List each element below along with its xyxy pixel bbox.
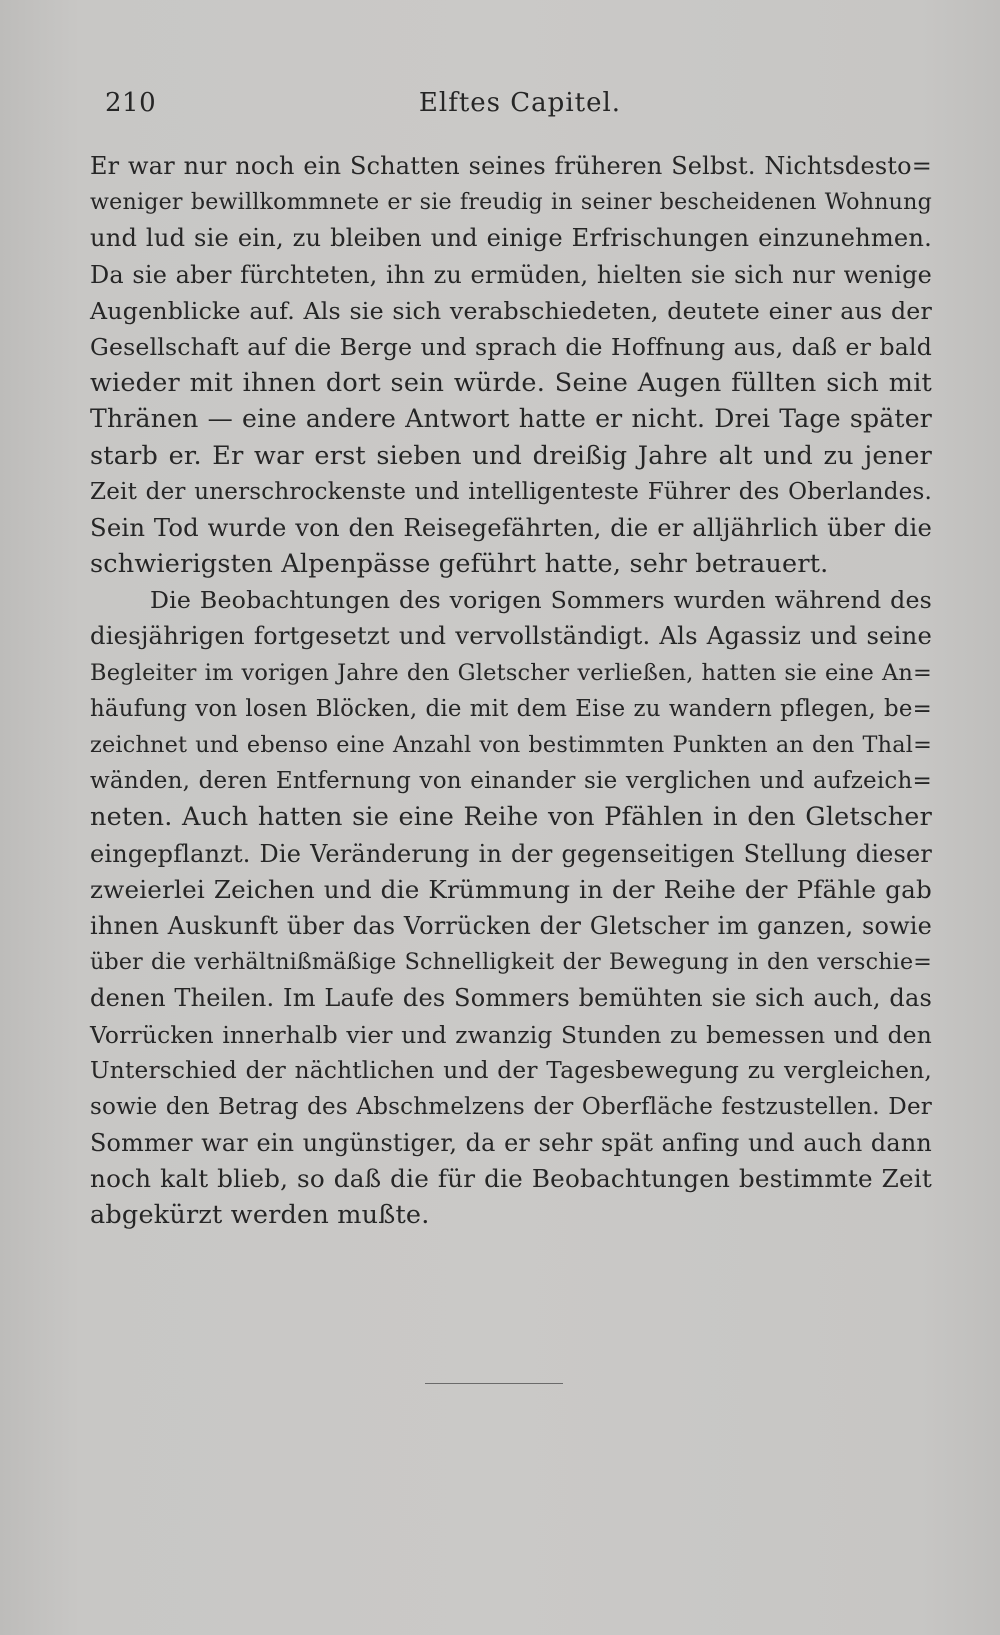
section-divider xyxy=(425,1383,563,1384)
body-text xyxy=(90,148,932,1234)
text-line: denen Theilen. Im Laufe des Sommers bemühten sie sich auch, das xyxy=(90,984,932,1013)
text-line: zeichnet und ebenso eine Anzahl von bestimmten Punkten an den Thal= xyxy=(90,732,932,758)
text-line: Vorrücken innerhalb vier und zwanzig Stunden zu bemessen und den xyxy=(90,1020,932,1049)
text-line: Augenblicke auf. Als sie sich verabschiedeten, deutete einer aus der xyxy=(90,296,932,325)
page-number: 210 xyxy=(105,88,157,118)
text-line: Thränen — eine andere Antwort hatte er nicht. Drei Tage später xyxy=(90,404,932,434)
paragraph-end-line: abgekürzt werden mußte. xyxy=(90,1200,430,1231)
page-header xyxy=(105,88,935,128)
text-line: neten. Auch hatten sie eine Reihe von Pfählen in den Gletscher xyxy=(90,802,932,833)
paragraph-start-line: Die Beobachtungen des vorigen Sommers wurden während des xyxy=(150,586,932,615)
text-line: und lud sie ein, zu bleiben und einige Erfrischungen einzunehmen. xyxy=(90,224,932,253)
paragraph-end-line: schwierigsten Alpenpässe geführt hatte, sehr betrauert. xyxy=(90,549,829,580)
text-line: noch kalt blieb, so daß die für die Beobachtungen bestimmte Zeit xyxy=(90,1164,932,1194)
text-line: starb er. Er war erst sieben und dreißig Jahre alt und zu jener xyxy=(90,440,932,471)
text-line: ihnen Auskunft über das Vorrücken der Gletscher im ganzen, sowie xyxy=(90,911,932,940)
text-line: Da sie aber fürchteten, ihn zu ermüden, hielten sie sich nur wenige xyxy=(90,260,932,289)
text-line: Begleiter im vorigen Jahre den Gletscher verließen, hatten sie eine An= xyxy=(90,659,932,686)
text-line: über die verhältnißmäßige Schnelligkeit der Bewegung in den verschie= xyxy=(90,949,932,976)
text-line: Sein Tod wurde von den Reisegefährten, die er alljährlich über die xyxy=(90,512,932,542)
text-line: diesjährigen fortgesetzt und vervollständigt. Als Agassiz und seine xyxy=(90,621,932,651)
text-line: wieder mit ihnen dort sein würde. Seine Augen füllten sich mit xyxy=(90,368,932,399)
text-line: wänden, deren Entfernung von einander sie verglichen und aufzeich= xyxy=(90,768,932,795)
text-line: sowie den Betrag des Abschmelzens der Oberfläche festzustellen. Der xyxy=(90,1093,932,1120)
text-line: Unterschied der nächtlichen und der Tagesbewegung zu vergleichen, xyxy=(90,1056,932,1084)
text-line: Gesellschaft auf die Berge und sprach die Hoffnung aus, daß er bald xyxy=(90,332,932,361)
text-line: zweierlei Zeichen und die Krümmung in der Reihe der Pfähle gab xyxy=(90,874,932,904)
text-line: eingepflanzt. Die Veränderung in der gegenseitigen Stellung dieser xyxy=(90,839,932,868)
running-title: Elftes Capitel. xyxy=(418,88,622,118)
text-line: Sommer war ein ungünstiger, da er sehr spät anfing und auch dann xyxy=(90,1129,932,1158)
text-line: Zeit der unerschrockenste und intelligenteste Führer des Oberlandes. xyxy=(90,478,932,505)
text-line: häufung von losen Blöcken, die mit dem Eise zu wandern pflegen, be= xyxy=(90,695,932,722)
text-line: weniger bewillkommnete er sie freudig in seiner bescheidenen Wohnung xyxy=(90,189,932,216)
text-line: Er war nur noch ein Schatten seines früheren Selbst. Nichtsdesto= xyxy=(90,152,932,180)
